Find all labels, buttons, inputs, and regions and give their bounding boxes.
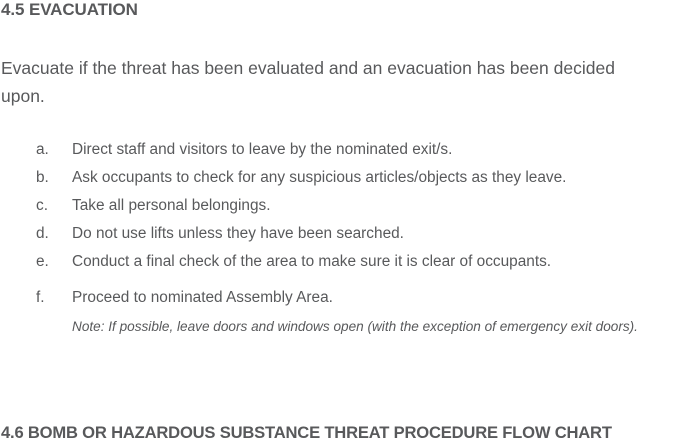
list-marker: d. xyxy=(36,225,49,242)
list-item-text: Direct staff and visitors to leave by the nominated exit/s. xyxy=(72,141,453,158)
list-item-text: Take all personal belongings. xyxy=(72,197,271,214)
list-marker: b. xyxy=(36,169,49,186)
evacuation-heading: 4.5 EVACUATION xyxy=(1,0,138,19)
list-item-text: Conduct a final check of the area to make sure it is clear of occupants. xyxy=(72,253,552,270)
list-item-text: Ask occupants to check for any suspicious articles/objects as they leave. xyxy=(72,169,567,186)
list-marker: f. xyxy=(36,289,45,306)
evacuation-note: Note: If possible, leave doors and windows open (with the exception of emergency exit doors). xyxy=(72,319,638,334)
list-marker: e. xyxy=(36,253,49,270)
list-marker: c. xyxy=(36,197,48,214)
list-marker: a. xyxy=(36,141,49,158)
flowchart-heading: 4.6 BOMB OR HAZARDOUS SUBSTANCE THREAT PROCEDURE FLOW CHART xyxy=(1,423,612,442)
list-item-text: Proceed to nominated Assembly Area. xyxy=(72,289,333,306)
list-item-text: Do not use lifts unless they have been searched. xyxy=(72,225,404,242)
evacuation-intro: Evacuate if the threat has been evaluated and an evacuation has been decided upon. xyxy=(1,58,615,106)
